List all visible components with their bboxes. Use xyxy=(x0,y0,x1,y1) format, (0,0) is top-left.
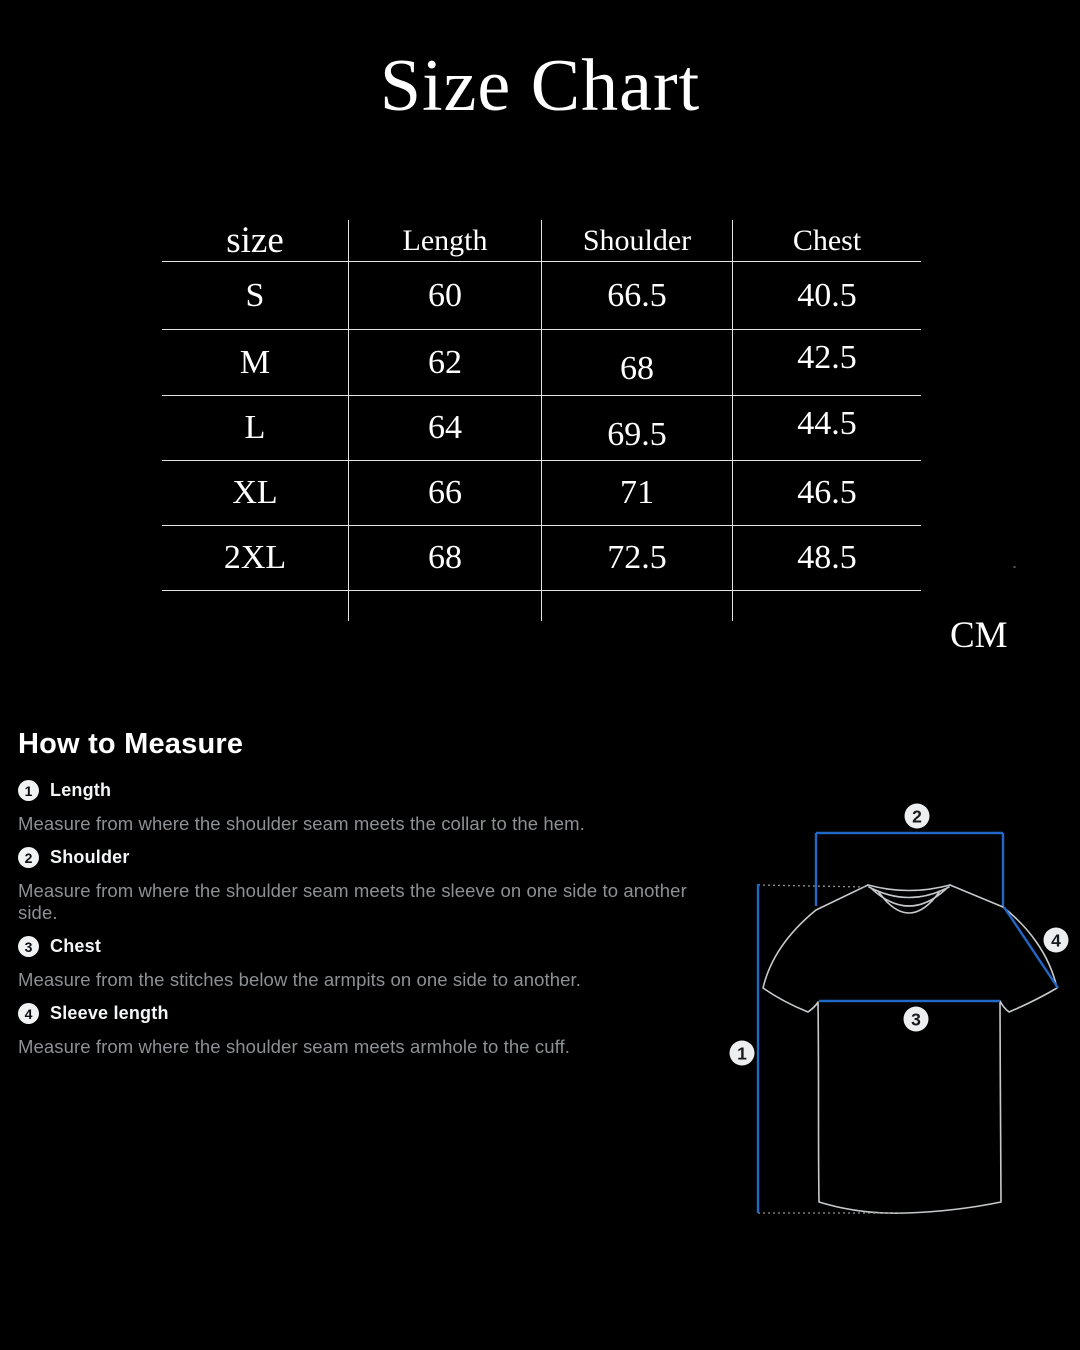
svg-text:2: 2 xyxy=(912,806,922,827)
table-cell-shoulder: 68 xyxy=(541,330,732,396)
step-number-badge: 3 xyxy=(18,936,39,957)
measure-item-sleeve-length xyxy=(18,1003,718,1058)
svg-text:3: 3 xyxy=(911,1009,921,1030)
table-cell-length: 60 xyxy=(348,262,541,330)
measure-item-label: Shoulder xyxy=(50,847,130,867)
table-cell-chest: 42.5 xyxy=(732,330,921,396)
table-cell-chest: 46.5 xyxy=(732,461,921,526)
measure-item-description: Measure from where the shoulder seam meets the sleeve on one side to another side. xyxy=(18,880,687,923)
column-header-chest: Chest xyxy=(732,220,921,262)
table-stub xyxy=(162,591,348,621)
tshirt-outline-icon xyxy=(763,885,1057,1213)
size-table xyxy=(162,220,921,621)
measure-item-shoulder xyxy=(18,847,718,924)
column-header-size: size xyxy=(162,220,348,262)
measure-item-label: Length xyxy=(50,780,112,800)
step-number-badge: 4 xyxy=(18,1003,39,1024)
section-heading: How to Measure xyxy=(18,728,244,760)
column-header-shoulder: Shoulder xyxy=(541,220,732,262)
measure-item-label: Chest xyxy=(50,936,102,956)
step-number-badge: 1 xyxy=(18,780,39,801)
length-guide-top-dotted xyxy=(758,885,866,887)
dust-speck xyxy=(1013,566,1016,568)
table-cell-shoulder: 66.5 xyxy=(541,262,732,330)
measure-item-chest xyxy=(18,936,718,991)
svg-text:4: 4 xyxy=(1051,930,1061,951)
unit-label: CM xyxy=(950,615,1008,656)
step-number-badge: 2 xyxy=(18,847,39,868)
table-stub xyxy=(541,591,732,621)
table-cell-shoulder: 72.5 xyxy=(541,526,732,591)
table-cell-shoulder: 71 xyxy=(541,461,732,526)
measure-item-label: Sleeve length xyxy=(50,1003,169,1023)
svg-text:1: 1 xyxy=(737,1043,747,1064)
column-header-length: Length xyxy=(348,220,541,262)
table-cell-size: M xyxy=(162,330,348,396)
table-cell-length: 66 xyxy=(348,461,541,526)
marker-chest xyxy=(904,1007,929,1032)
table-cell-chest: 48.5 xyxy=(732,526,921,591)
marker-shoulder xyxy=(905,804,930,829)
table-stub xyxy=(348,591,541,621)
page-title: Size Chart xyxy=(379,45,701,127)
tshirt-diagram xyxy=(700,780,1080,1240)
table-cell-chest: 40.5 xyxy=(732,262,921,330)
marker-length xyxy=(730,1041,755,1066)
table-stub xyxy=(732,591,921,621)
measure-item-description: Measure from the stitches below the armpits on one side to another. xyxy=(18,969,582,990)
measure-item-description: Measure from where the shoulder seam meets armhole to the cuff. xyxy=(18,1036,570,1057)
table-cell-shoulder: 69.5 xyxy=(541,396,732,461)
measure-item-description: Measure from where the shoulder seam meets the collar to the hem. xyxy=(18,813,585,834)
marker-sleeve xyxy=(1044,928,1069,953)
table-cell-size: XL xyxy=(162,461,348,526)
table-cell-length: 64 xyxy=(348,396,541,461)
how-to-measure-section xyxy=(18,727,718,1070)
table-cell-chest: 44.5 xyxy=(732,396,921,461)
table-cell-size: L xyxy=(162,396,348,461)
table-cell-size: 2XL xyxy=(162,526,348,591)
table-cell-length: 68 xyxy=(348,526,541,591)
table-cell-length: 62 xyxy=(348,330,541,396)
measure-item-length xyxy=(18,780,718,835)
table-cell-size: S xyxy=(162,262,348,330)
